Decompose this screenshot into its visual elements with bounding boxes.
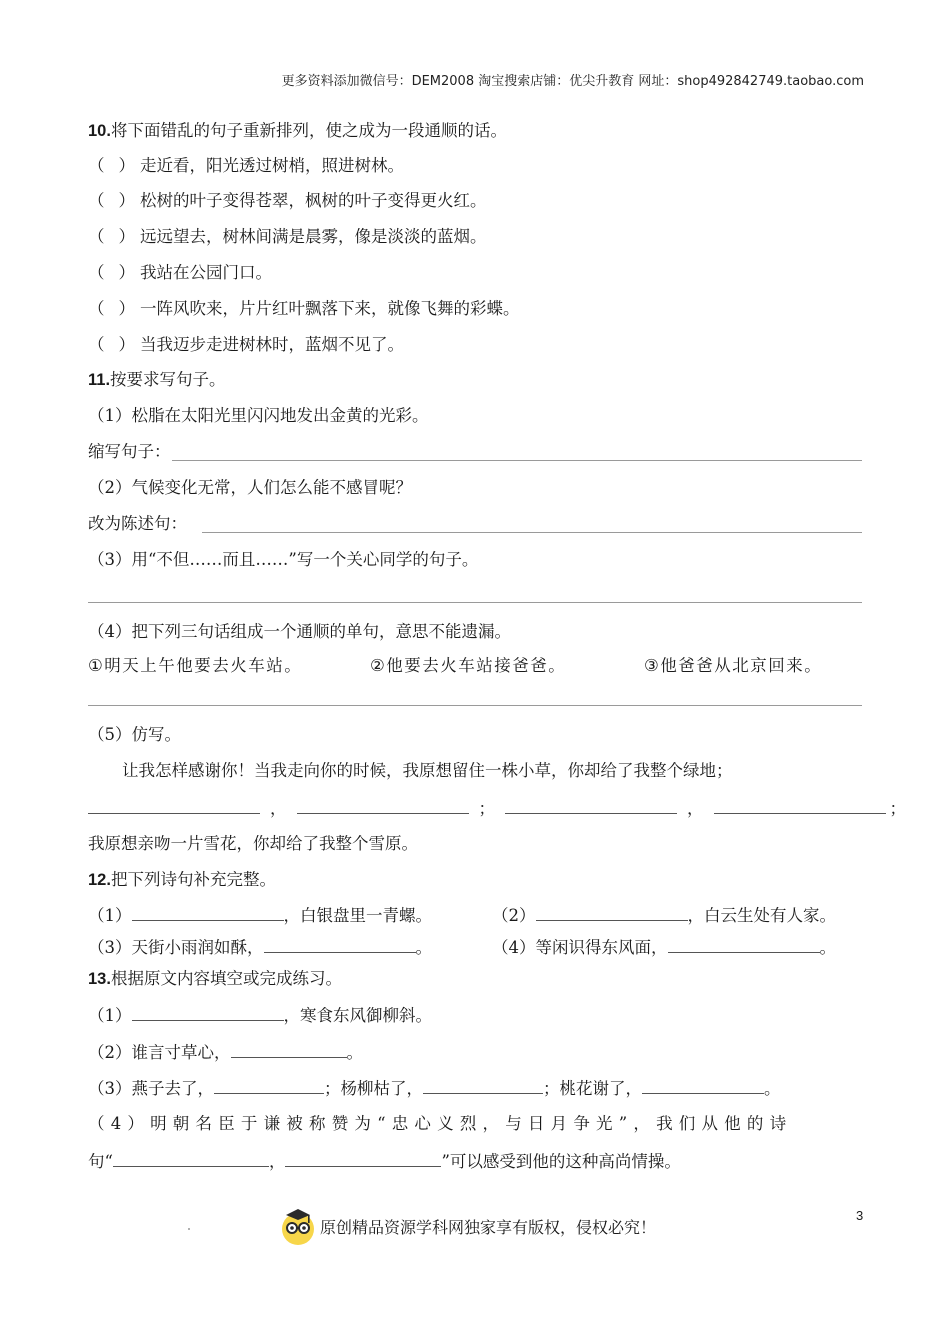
- q11-s3: （3）用“不但……而且……”写一个关心同学的句子。: [88, 550, 479, 569]
- answer-line-shorten[interactable]: [172, 460, 862, 461]
- q10-number: 10.: [88, 122, 111, 140]
- fill-blank-5[interactable]: [642, 1077, 764, 1094]
- q12-number: 12.: [88, 871, 111, 889]
- q11-title: 11.按要求写句子。: [88, 370, 226, 389]
- q10-item-5: （ ） 一阵风吹来，片片红叶飘落下来，就像飞舞的彩蝶。: [88, 299, 520, 318]
- imitate-blank-4[interactable]: [714, 797, 886, 814]
- fill-blank-2[interactable]: [231, 1041, 347, 1058]
- q11-s4-c: ③他爸爸从北京回来。: [644, 656, 823, 675]
- poem-blank-1[interactable]: [132, 904, 284, 921]
- q13-l3: （3）燕子去了， ；杨柳枯了， ；桃花谢了， 。: [88, 1079, 781, 1098]
- footer-text: 原创精品资源学科网独家享有版权，侵权必究！: [320, 1217, 657, 1237]
- q12-poem-4: （4）等闲识得东风面， 。: [492, 938, 836, 957]
- q11-s5-text: 让我怎样感谢你！当我走向你的时候，我原想留住一株小草，你却给了我整个绿地；: [122, 761, 733, 780]
- fill-blank-4[interactable]: [423, 1077, 543, 1094]
- owl-mascot-icon: [278, 1206, 318, 1246]
- q11-s2: （2）气候变化无常，人们怎么能不感冒呢？: [88, 478, 412, 497]
- order-paren-3[interactable]: （ ）: [88, 227, 135, 246]
- q11-s4-b: ②他要去火车站接爸爸。: [370, 656, 567, 675]
- imitate-blank-3[interactable]: [505, 797, 677, 814]
- q11-s1-prompt: 缩写句子：: [88, 442, 171, 461]
- q10-title: [88, 120, 507, 142]
- q13-l4-line2: 句“ ， ”可以感受到他的这种高尚情操。: [88, 1152, 681, 1171]
- q11-s4-a: ①明天上午他要去火车站。: [88, 656, 303, 675]
- q13-l2: （2）谁言寸草心， 。: [88, 1043, 363, 1062]
- answer-line-declarative[interactable]: [202, 532, 862, 533]
- q12-poem-2: （2） ，白云生处有人家。: [492, 906, 836, 925]
- q11-s5: （5）仿写。: [88, 725, 181, 744]
- q11-number: 11.: [88, 371, 111, 389]
- page-number: 3: [856, 1208, 864, 1223]
- fill-blank-1[interactable]: [132, 1004, 284, 1021]
- footer-copyright: [278, 1206, 656, 1246]
- order-paren-5[interactable]: （ ）: [88, 299, 135, 318]
- q11-s1: （1）松脂在太阳光里闪闪地发出金黄的光彩。: [88, 406, 429, 425]
- q11-s5-blanks: ， ； ， ；: [88, 797, 906, 820]
- q11-s4: （4）把下列三句话组成一个通顺的单句，意思不能遗漏。: [88, 622, 511, 641]
- q10-item-1: （ ） 走近看，阳光透过树梢，照进树林。: [88, 156, 404, 175]
- imitate-blank-1[interactable]: [88, 797, 260, 814]
- q11-s5-end: 我原想亲吻一片雪花，你却给了我整个雪原。: [88, 834, 418, 853]
- q10-item-3: （ ） 远远望去，树林间满是晨雾，像是淡淡的蓝烟。: [88, 227, 487, 246]
- q11-s2-prompt: 改为陈述句：: [88, 514, 187, 533]
- fill-blank-6[interactable]: [113, 1150, 269, 1167]
- poem-blank-4[interactable]: [668, 936, 820, 953]
- poem-blank-2[interactable]: [536, 904, 688, 921]
- q13-number: 13.: [88, 970, 111, 988]
- answer-line-budan[interactable]: [88, 602, 862, 603]
- q10-item-2: （ ） 松树的叶子变得苍翠，枫树的叶子变得更火红。: [88, 191, 487, 210]
- fill-blank-3[interactable]: [214, 1077, 324, 1094]
- q12-poem-1: （1） ，白银盘里一青螺。: [88, 906, 432, 925]
- q12-title: 12.把下列诗句补充完整。: [88, 870, 276, 889]
- order-paren-2[interactable]: （ ）: [88, 191, 135, 210]
- q10-instruction: 将下面错乱的句子重新排列，使之成为一段通顺的话。: [110, 121, 507, 140]
- q13-l4-line1: （4）明朝名臣于谦被称赞为“忠心义烈，与日月争光”，我们从他的诗: [88, 1114, 793, 1133]
- answer-line-combine[interactable]: [88, 705, 862, 706]
- order-paren-1[interactable]: （ ）: [88, 156, 135, 175]
- poem-blank-3[interactable]: [264, 936, 416, 953]
- q10-item-6: （ ） 当我迈步走进树林时，蓝烟不见了。: [88, 335, 404, 354]
- q12-poem-3: （3）天街小雨润如酥， 。: [88, 938, 432, 957]
- order-paren-4[interactable]: （ ）: [88, 263, 135, 282]
- footer-dot: [188, 1228, 190, 1230]
- order-paren-6[interactable]: （ ）: [88, 335, 135, 354]
- q13-l1: （1） ，寒食东风御柳斜。: [88, 1006, 432, 1025]
- header-contact-info: 更多资料添加微信号：DEM2008 淘宝搜索店铺：优尖升教育 网址：shop492842749.taobao.com: [281, 74, 864, 89]
- fill-blank-7[interactable]: [285, 1150, 441, 1167]
- q10-item-4: （ ） 我站在公园门口。: [88, 263, 272, 282]
- q13-title: 13.根据原文内容填空或完成练习。: [88, 969, 342, 988]
- imitate-blank-2[interactable]: [297, 797, 469, 814]
